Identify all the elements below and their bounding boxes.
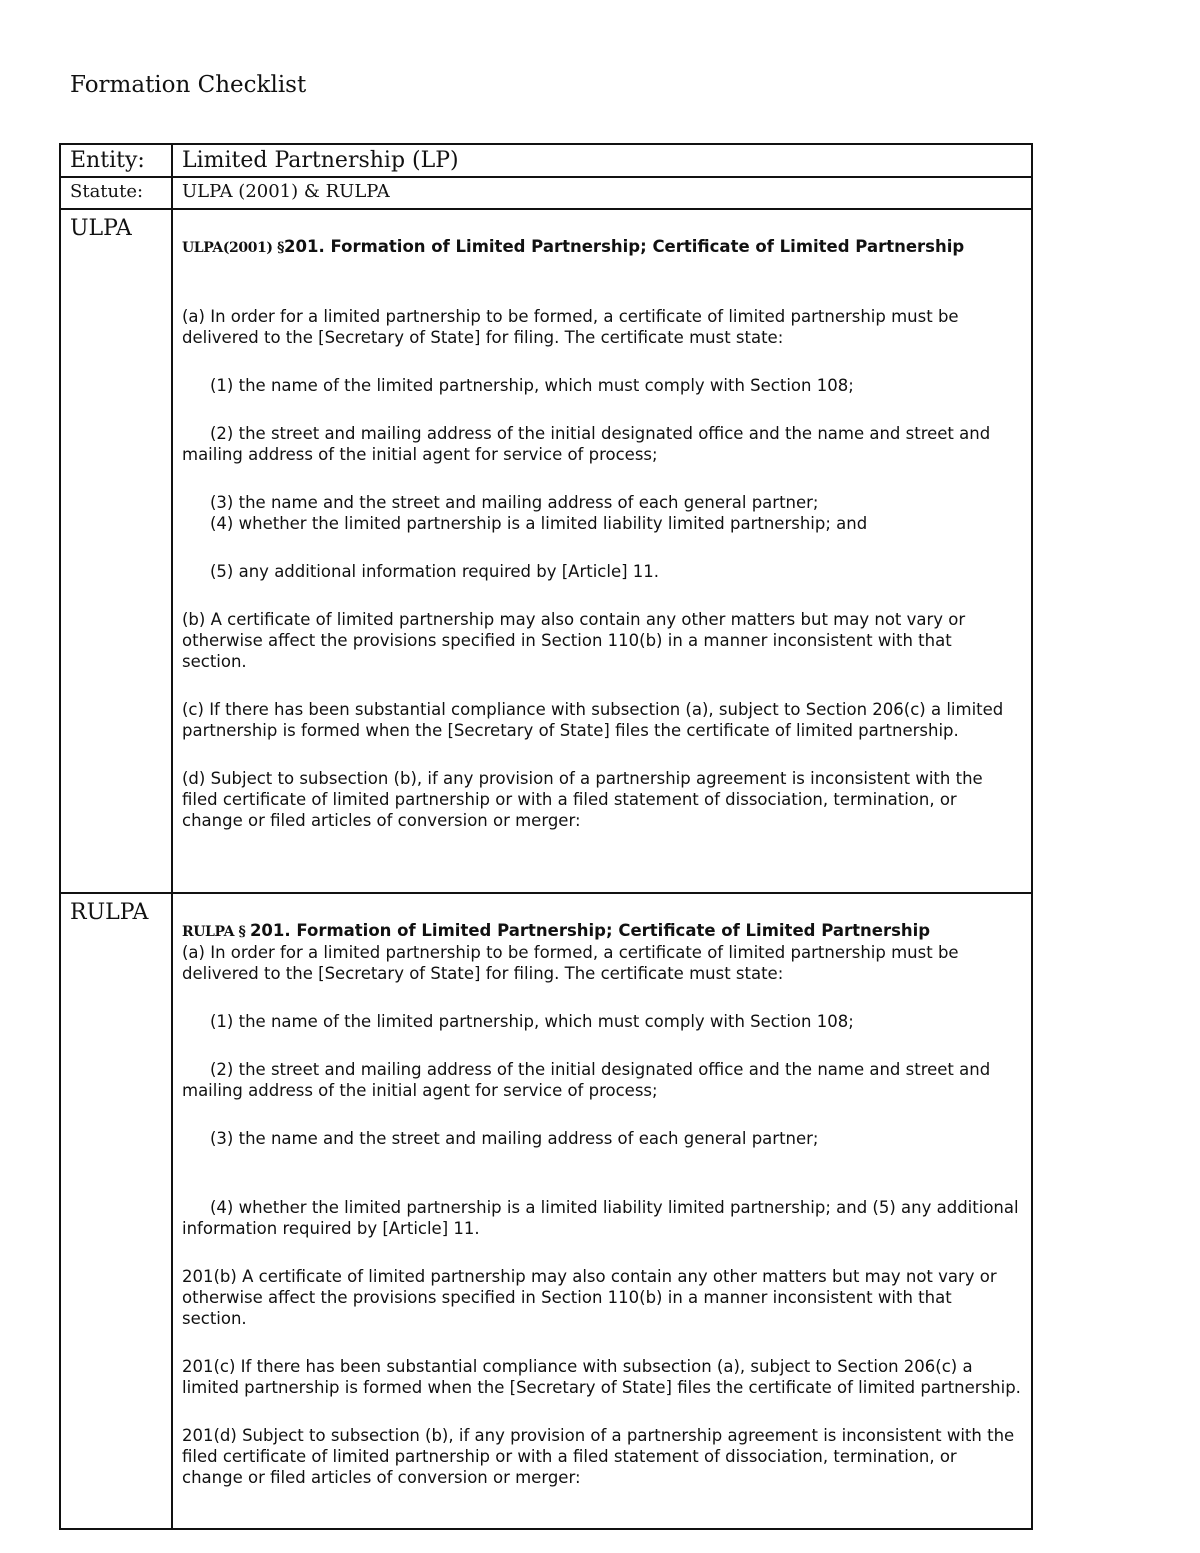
page-title: Formation Checklist [70, 72, 307, 98]
rulpa-item-2: (2) the street and mailing address of the initial designated office and the name and street and mailing address of the initial agent for service of process; [182, 1060, 991, 1100]
entity-row [60, 144, 1032, 177]
ulpa-item-1: (1) the name of the limited partnership, which must comply with Section 108; [210, 376, 854, 395]
formation-checklist-table [59, 143, 1033, 1530]
rulpa-subsection-d: 201(d) Subject to subsection (b), if any provision of a partnership agreement is inconsistent with the filed certificate of limited partnership or with a filed statement of dissociation, termination, or change or filed articles of conversion or merger: [182, 1426, 1015, 1487]
rulpa-row [60, 893, 1032, 1529]
ulpa-subsection-b: (b) A certificate of limited partnership may also contain any other matters but may not vary or otherwise affect the provisions specified in Section 110(b) in a manner inconsistent with that section. [182, 610, 966, 671]
rulpa-subsection-c: 201(c) If there has been substantial compliance with subsection (a), subject to Section 206(c) a limited partnership is formed when the [Secretary of State] files the certificate of limited partnership. [182, 1357, 1021, 1397]
rulpa-subsection-b: 201(b) A certificate of limited partnership may also contain any other matters but may not vary or otherwise affect the provisions specified in Section 110(b) in a manner inconsistent with that section. [182, 1267, 997, 1328]
entity-label: Entity: [70, 148, 145, 173]
ulpa-section-heading [182, 237, 1021, 258]
ulpa-item-4: (4) whether the limited partnership is a limited liability limited partnership; and [210, 514, 868, 533]
statute-label: Statute: [70, 181, 144, 202]
rulpa-heading-ref: RULPA § [182, 924, 250, 940]
rulpa-heading-text: 201. Formation of Limited Partnership; Certificate of Limited Partnership [249, 921, 931, 940]
ulpa-label: ULPA [70, 216, 132, 241]
ulpa-subsection-d: (d) Subject to subsection (b), if any provision of a partnership agreement is inconsistent with the filed certificate of limited partnership or with a filed statement of dissociation, termination, or change or filed articles of conversion or merger: [182, 769, 983, 830]
rulpa-item-1: (1) the name of the limited partnership, which must comply with Section 108; [210, 1012, 854, 1031]
rulpa-item-3: (3) the name and the street and mailing address of each general partner; [210, 1129, 819, 1148]
ulpa-item-3: (3) the name and the street and mailing address of each general partner; [210, 493, 819, 512]
ulpa-subsection-c: (c) If there has been substantial compliance with subsection (a), subject to Section 206(c) a limited partnership is formed when the [Secretary of State] files the certificate of limited partnership. [182, 700, 1004, 740]
ulpa-heading-text: 201. Formation of Limited Partnership; Certificate of Limited Partnership [284, 237, 965, 256]
rulpa-subsection-a: (a) In order for a limited partnership to be formed, a certificate of limited partnership must be delivered to the [Secretary of State] for filing. The certificate must state: [182, 943, 959, 983]
statute-row [60, 177, 1032, 209]
rulpa-label: RULPA [70, 900, 149, 925]
rulpa-section-heading [182, 921, 1021, 942]
ulpa-subsection-a: (a) In order for a limited partnership to be formed, a certificate of limited partnership must be delivered to the [Secretary of State] for filing. The certificate must state: [182, 307, 959, 347]
ulpa-content [173, 210, 1031, 831]
ulpa-item-5: (5) any additional information required by [Article] 11. [210, 562, 660, 581]
ulpa-row [60, 209, 1032, 893]
ulpa-heading-ref: ULPA(2001) § [182, 240, 285, 256]
ulpa-item-2: (2) the street and mailing address of the initial designated office and the name and street and mailing address of the initial agent for service of process; [182, 424, 991, 464]
rulpa-content [173, 894, 1031, 1488]
statute-value: ULPA (2001) & RULPA [182, 181, 390, 202]
entity-value: Limited Partnership (LP) [182, 148, 459, 173]
rulpa-item-4-5: (4) whether the limited partnership is a limited liability limited partnership; and (5) any additional information required by [Article] 11. [182, 1198, 1019, 1238]
